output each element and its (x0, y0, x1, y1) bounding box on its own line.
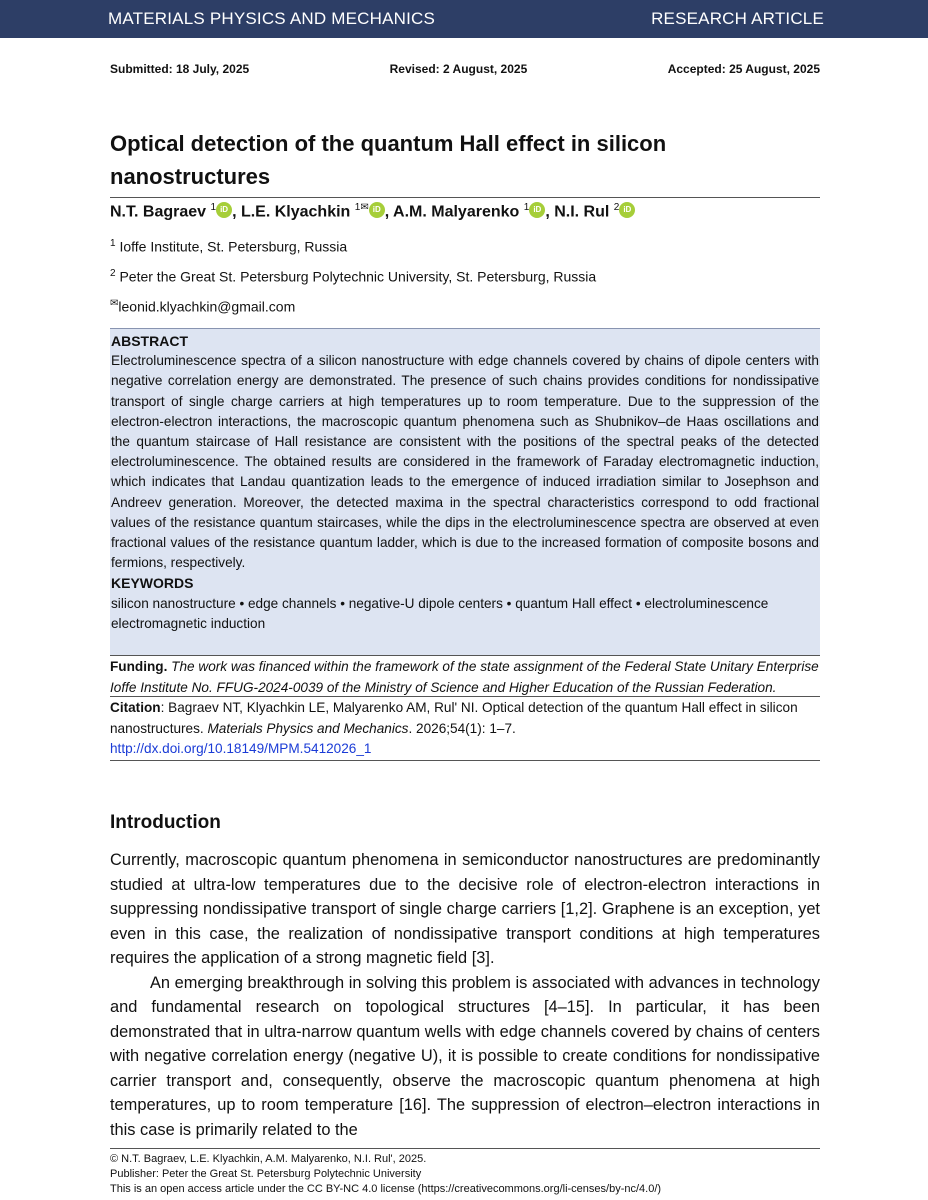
citation-journal: Materials Physics and Mechanics (207, 720, 409, 736)
affiliation-ref: 1 (210, 202, 217, 213)
accepted-date: Accepted: 25 August, 2025 (667, 62, 820, 76)
journal-name: MATERIALS PHYSICS AND MECHANICS (108, 9, 436, 28)
funding-text: The work was financed within the framework of the state assignment of the Federal State Unitary Enterprise Ioffe Institute No. FFUG-2024-0039 of the Ministry of Science and Higher Education of the Russian Federation. (110, 659, 819, 695)
citation-issue: 2026;54(1): 1–7. (416, 720, 516, 736)
citation: Citation: Bagraev NT, Klyachkin LE, Malyarenko AM, Rul' NI. Optical detection of the quantum Hall effect in silicon nanostructures. Materials Physics and Mechanics. 2026;54(1): 1–7. http://dx.doi.org/10.18149/MPM.5412026_1 (110, 700, 798, 756)
publisher: Publisher: Peter the Great St. Petersburg Polytechnic University (110, 1168, 422, 1180)
funding (110, 655, 820, 698)
copyright: © N.T. Bagraev, L.E. Klyachkin, A.M. Malyarenko, N.I. Rul', 2025. (110, 1153, 427, 1165)
orcid-icon[interactable]: iD (529, 202, 545, 218)
citation-label: Citation (110, 700, 161, 715)
doi-link[interactable]: http://dx.doi.org/10.18149/MPM.5412026_1 (110, 741, 372, 756)
keywords: silicon nanostructure • edge channels • negative-U dipole centers • quantum Hall effect • electroluminescence electromagnetic induction (111, 595, 769, 631)
introduction-body (110, 848, 820, 1142)
affiliation-ref: 1 (523, 202, 530, 213)
affiliation-text: Peter the Great St. Petersburg Polytechnic University, St. Petersburg, Russia (119, 268, 597, 285)
funding-label: Funding. (110, 659, 168, 674)
revised-date: Revised: 2 August, 2025 (389, 62, 528, 76)
author: A.M. Malyarenko (393, 203, 520, 221)
abstract-heading: ABSTRACT (111, 333, 188, 349)
email-address[interactable]: leonid.klyachkin@gmail.com (118, 298, 296, 315)
author: N.T. Bagraev (110, 203, 207, 221)
affiliation-number: 2 (110, 268, 116, 279)
abstract-text: Electroluminescence spectra of a silicon nanostructure with edge channels covered by chains of dipole centers with negative correlation energy are demonstrated. The presence of such chains provides conditions for nondissipative transport of single charge carriers at high temperatures up to room temperature. Due to the suppression of the electron-electron interactions, the macroscopic quantum phenomena such as Shubnikov–de Haas oscillations and the quantum staircase of Hall resistance are consistent with the positions of the spectral peaks of the detected electroluminescence. The obtained results are considered in the framework of Faraday electromagnetic induction, which indicates that Landau quantization leads to the emergence of induced irradiation similar to Josephson and Andreev generation. Moreover, the detected maxima in the spectral characteristics correspond to odd fractional values of the resistance quantum staircases, while the dips in the electroluminescence spectra are observed at even fractional values of the resistance quantum ladder, which is due to the increased formation of composite bosons and fermions, respectively. (111, 353, 819, 571)
affiliation-ref: 1 (354, 202, 361, 213)
orcid-icon[interactable]: iD (369, 202, 385, 218)
author: L.E. Klyachkin (240, 203, 351, 221)
affiliation (110, 268, 596, 285)
paragraph: Currently, macroscopic quantum phenomena in semiconductor nanostructures are predominantly studied at ultra-low temperatures due to the decisive role of electron-electron interactions in suppressing nondissipative transport of single charge carriers [1,2]. Graphene is an exception, yet even in this case, the realization of nondissipative transport conditions at high temperatures requires the application of a strong magnetic field [3]. (110, 851, 820, 967)
mail-icon: ✉ (110, 298, 119, 309)
journal-header (0, 0, 928, 38)
divider (110, 696, 820, 697)
article-type: RESEARCH ARTICLE (651, 9, 824, 28)
corresponding-email (110, 298, 295, 315)
section-heading-introduction: Introduction (110, 812, 221, 833)
article-title: Optical detection of the quantum Hall effect in silicon nanostructures (110, 131, 667, 189)
divider (110, 197, 820, 198)
submitted-date: Submitted: 18 July, 2025 (110, 62, 250, 76)
orcid-icon[interactable]: iD (619, 202, 635, 218)
footer (110, 1152, 661, 1197)
affiliation (110, 238, 347, 255)
mail-icon: ✉ (360, 202, 369, 213)
author-list: N.T. Bagraev $^1$ iD , L.E. Klyachkin $^{1✉}$ iD , A.M. Malyarenko $^1$ iD , N.I. Rul $^2$ iD (110, 202, 635, 221)
orcid-icon[interactable]: iD (216, 202, 232, 218)
affiliation-number: 1 (110, 238, 116, 249)
abstract-box (110, 328, 820, 655)
keywords-heading: KEYWORDS (111, 575, 194, 592)
divider (110, 760, 820, 761)
citation-text: Bagraev NT, Klyachkin LE, Malyarenko AM, Rul' NI. Optical detection of the quantum Hall effect in silicon nanostructures. (110, 700, 798, 736)
author: N.I. Rul (554, 203, 610, 221)
paragraph: An emerging breakthrough in solving this problem is associated with advances in technology and fundamental research on topological structures [4–15]. In particular, it has been demonstrated that in ultra-narrow quantum wells with edge channels covered by chains of centers with negative correlation energy (negative U), it is possible to create conditions for nondissipative carrier transport and, consequently, observe the macroscopic quantum phenomena at high temperatures, up to room temperature [16]. The suppression of electron–electron interactions in this case is primarily related to the (110, 973, 820, 1139)
article-dates (110, 62, 820, 76)
affiliation-text: Ioffe Institute, St. Petersburg, Russia (119, 238, 348, 255)
affiliation-ref: 2 (613, 202, 620, 213)
license: This is an open access article under the CC BY-NC 4.0 license (https://creativecommons.org/li-censes/by-nc/4.0/) (110, 1183, 662, 1195)
divider (110, 1148, 820, 1149)
